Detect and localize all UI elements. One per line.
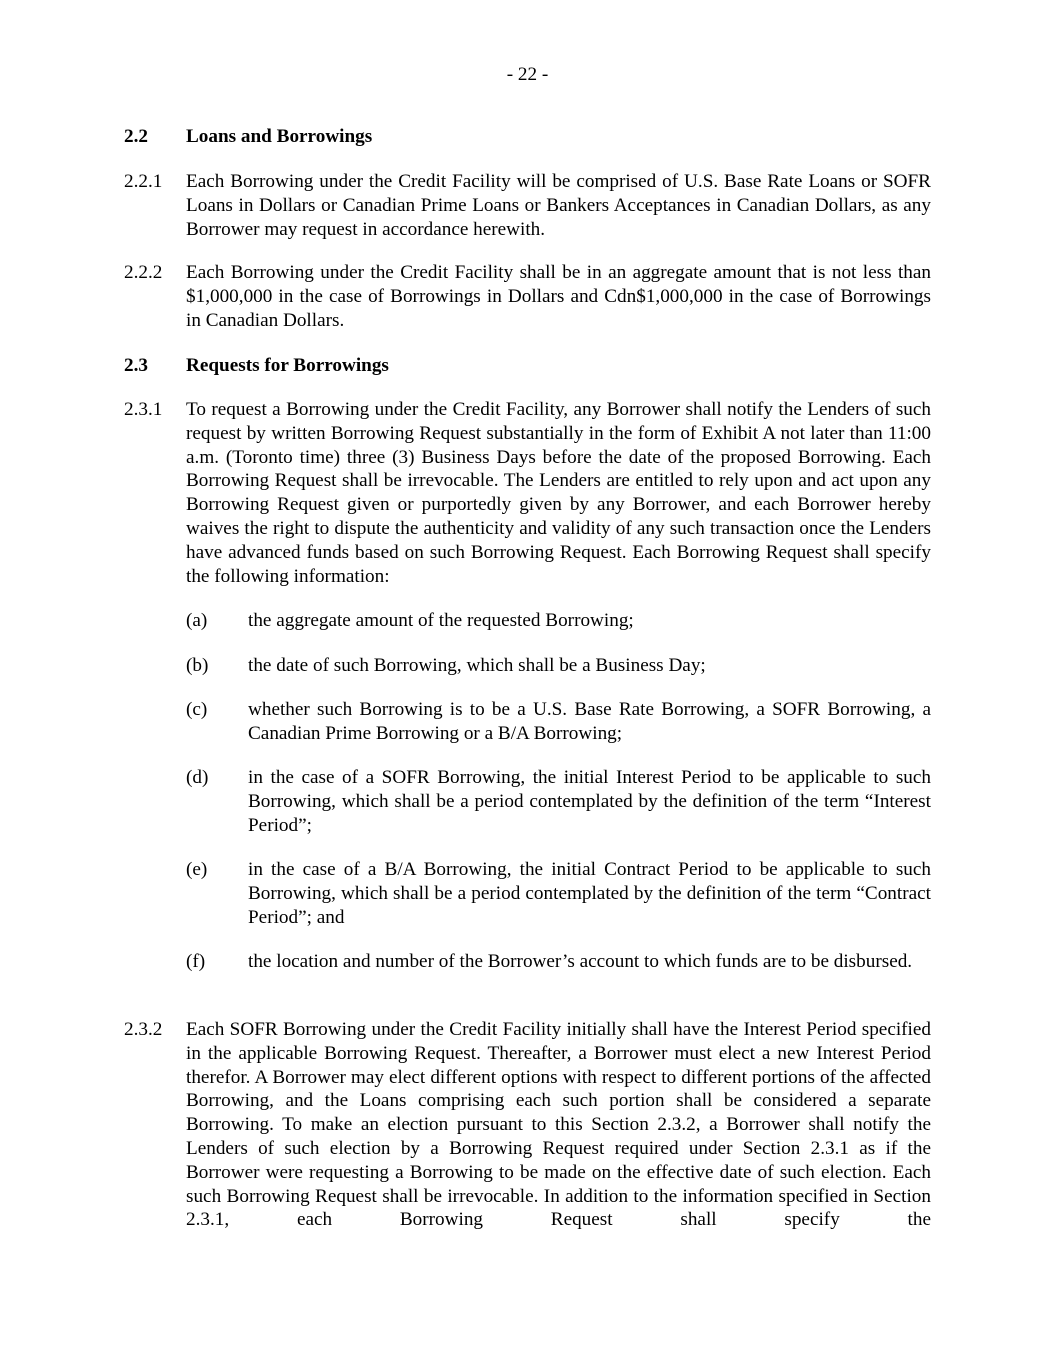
page-number: - 22 - [506, 64, 549, 85]
section-heading-2-2 [124, 125, 372, 149]
list-item-a [186, 609, 931, 633]
paragraph-text: Each Borrowing under the Credit Facility will be comprised of U.S. Base Rate Loans or SOFR Loans in Dollars or Canadian Prime Loans or Bankers Acceptances in Canadian Dollars, as any Borrower may request in accordance herewith. [186, 171, 931, 240]
paragraph-2-3-1 [124, 398, 931, 588]
list-item-c [186, 698, 931, 746]
item-label: (a) [186, 610, 208, 631]
item-label: (e) [186, 859, 208, 880]
section-number: 2.2 [124, 126, 148, 147]
paragraph-number: 2.2.1 [124, 171, 163, 192]
item-text: whether such Borrowing is to be a U.S. Base Rate Borrowing, a SOFR Borrowing, a Canadian Prime Borrowing or a B/A Borrowing; [248, 699, 931, 744]
item-text: the aggregate amount of the requested Borrowing; [248, 610, 634, 631]
section-title: Requests for Borrowings [186, 355, 389, 376]
paragraph-text: To request a Borrowing under the Credit Facility, any Borrower shall notify the Lenders of such request by written Borrowing Request substantially in the form of Exhibit A not later than 11:00 a.m. (Toronto time) three (3) Business Days before the date of the proposed Borrowing. Each Borrowing Request shall be irrevocable. The Lenders are entitled to rely upon and act upon any Borrowing Request given or purportedly given by any Borrower, and each Borrower hereby waives the right to dispute the authenticity and validity of any such transaction once the Lenders have advanced funds based on such Borrowing Request. Each Borrowing Request shall specify the following information: [186, 399, 931, 587]
paragraph-text: Each Borrowing under the Credit Facility shall be in an aggregate amount that is not less than $1,000,000 in the case of Borrowings in Dollars and Cdn$1,000,000 in the case of Borrowings in Canadian Dollars. [186, 262, 931, 331]
paragraph-number: 2.3.1 [124, 399, 163, 420]
paragraph-number: 2.2.2 [124, 262, 163, 283]
paragraph-2-2-2 [124, 261, 931, 332]
section-number: 2.3 [124, 355, 148, 376]
item-label: (f) [186, 951, 206, 972]
paragraph-2-2-1 [124, 170, 931, 241]
paragraph-number: 2.3.2 [124, 1019, 163, 1040]
item-text: in the case of a B/A Borrowing, the initial Contract Period to be applicable to such Borrowing, which shall be a period contemplated by the definition of the term “Contract Period”; and [248, 859, 931, 928]
list-item-e [186, 858, 931, 929]
paragraph-2-3-2 [124, 1018, 931, 1232]
list-item-b [186, 654, 931, 678]
item-label: (d) [186, 767, 209, 788]
item-text: in the case of a SOFR Borrowing, the initial Interest Period to be applicable to such Borrowing, which shall be a period contemplated by the definition of the term “Interest Period”; [248, 767, 931, 836]
section-heading-2-3 [124, 354, 389, 378]
item-label: (b) [186, 655, 209, 676]
item-text: the location and number of the Borrower’s account to which funds are to be disbursed. [248, 951, 913, 972]
item-label: (c) [186, 699, 208, 720]
list-item-f [186, 950, 931, 974]
paragraph-text: Each SOFR Borrowing under the Credit Facility initially shall have the Interest Period specified in the applicable Borrowing Request. Thereafter, a Borrower must elect a new Interest Period therefor. A Borrower may elect different options with respect to different portions of the affected Borrowing, and the Loans comprising each such portion shall be considered a separate Borrowing. To make an election pursuant to this Section 2.3.2, a Borrower shall notify the Lenders of such election by a Borrowing Request required under Section 2.3.1 as if the Borrower were requesting a Borrowing to be made on the effective date of such election. Each such Borrowing Request shall be irrevocable. In addition to the information specified in Section 2.3.1, each Borrowing Request shall specify the [186, 1019, 931, 1231]
item-text: the date of such Borrowing, which shall be a Business Day; [248, 655, 706, 676]
section-title: Loans and Borrowings [186, 126, 373, 147]
list-item-d [186, 766, 931, 837]
